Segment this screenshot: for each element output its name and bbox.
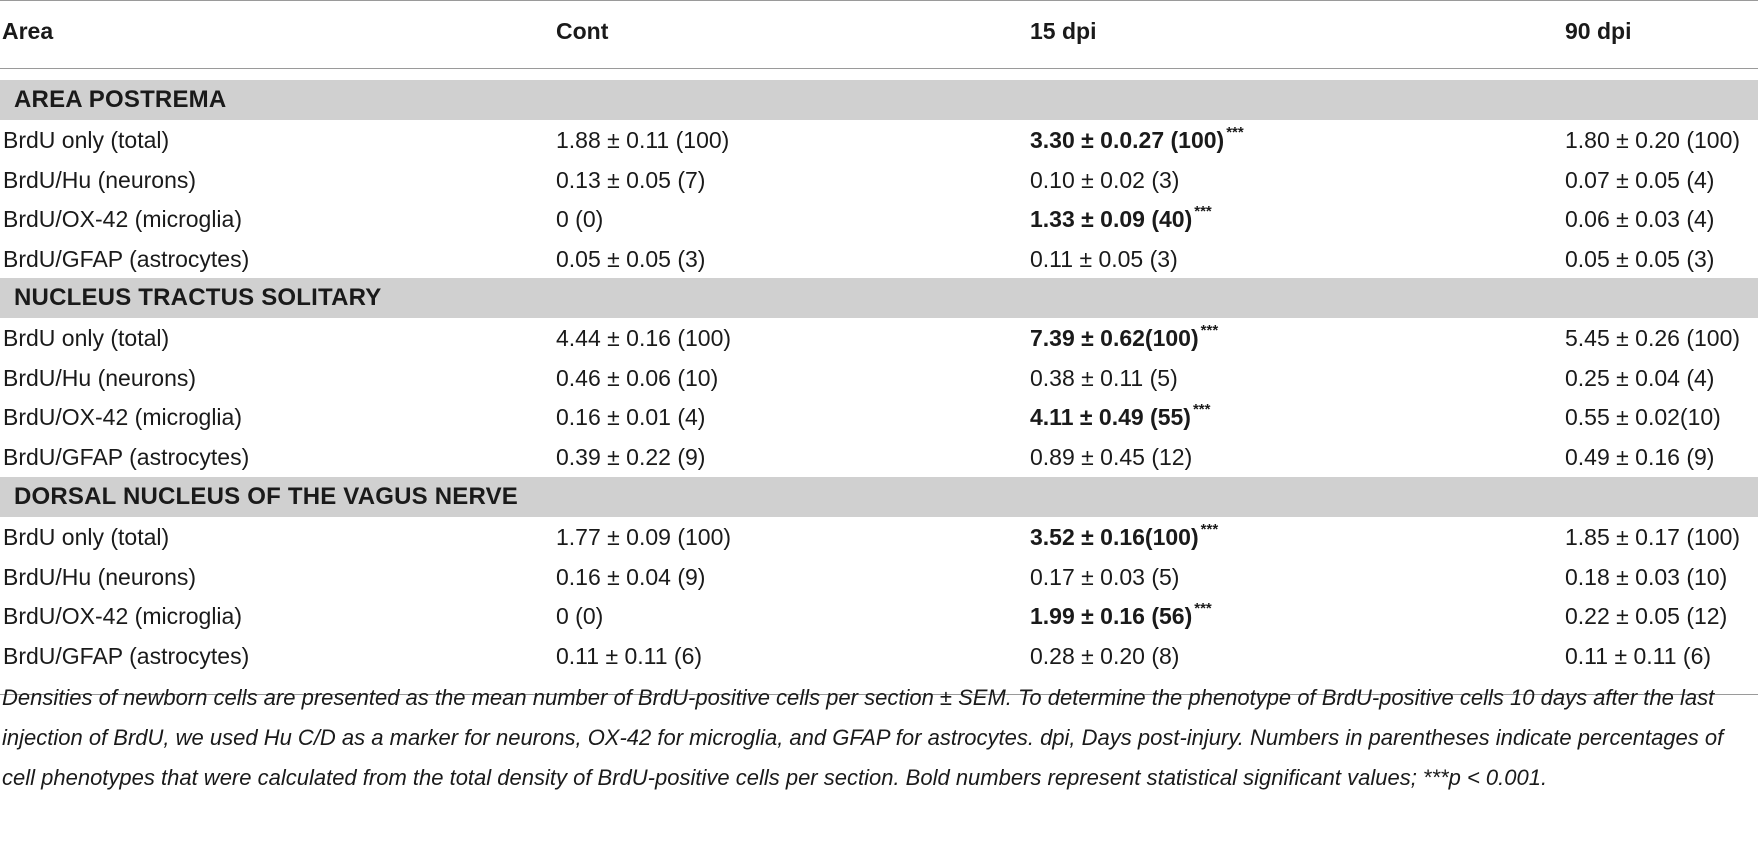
cell-15dpi	[1030, 521, 1219, 551]
row-label: BrdU/OX-42 (microglia)	[3, 603, 242, 630]
table-row	[0, 358, 1758, 398]
table-row	[0, 160, 1758, 200]
cell-cont: 0.13 ± 0.05 (7)	[556, 166, 706, 193]
cell-15dpi-value: 4.11 ± 0.49 (55)	[1030, 404, 1191, 431]
table-row	[0, 437, 1758, 477]
cell-cont: 4.44 ± 0.16 (100)	[556, 325, 732, 351]
cell-cont: 0.16 ± 0.04 (9)	[556, 563, 706, 590]
cell-15dpi-value: 3.30 ± 0.0.27 (100)	[1030, 127, 1225, 153]
cell-15dpi-value: 0.28 ± 0.20 (8)	[1030, 642, 1180, 669]
section-header	[0, 80, 1758, 120]
cell-cont: 0.46 ± 0.06 (10)	[556, 364, 719, 391]
row-label: BrdU only (total)	[3, 524, 170, 550]
cell-15dpi-value: 1.33 ± 0.09 (40)	[1030, 206, 1193, 233]
cell-15dpi	[1030, 167, 1179, 194]
table-row	[0, 557, 1758, 597]
cell-90dpi: 0.25 ± 0.04 (4)	[1565, 364, 1715, 391]
section-header	[0, 477, 1758, 517]
top-rule	[0, 0, 1758, 1]
cell-90dpi: 0.05 ± 0.05 (3)	[1565, 245, 1715, 272]
section-header	[0, 278, 1758, 318]
cell-15dpi	[1030, 564, 1179, 591]
header-rule	[0, 68, 1758, 69]
header-90dpi: 90 dpi	[1565, 18, 1632, 44]
cell-15dpi-value: 0.38 ± 0.11 (5)	[1030, 364, 1178, 391]
cell-15dpi	[1030, 444, 1192, 471]
table-row	[0, 517, 1758, 557]
cell-15dpi-value: 0.17 ± 0.03 (5)	[1030, 563, 1180, 590]
significance-marker: ***	[1200, 322, 1219, 339]
row-label: BrdU/Hu (neurons)	[3, 364, 197, 391]
row-label: BrdU/GFAP (astrocytes)	[3, 443, 250, 470]
cell-15dpi	[1030, 322, 1219, 352]
cell-cont: 0.16 ± 0.01 (4)	[556, 404, 706, 431]
cell-90dpi: 1.80 ± 0.20 (100)	[1565, 127, 1741, 153]
cell-90dpi: 0.55 ± 0.02(10)	[1565, 404, 1721, 431]
cell-90dpi: 0.11 ± 0.11 (6)	[1565, 642, 1712, 669]
row-label: BrdU/Hu (neurons)	[3, 563, 197, 590]
row-label: BrdU only (total)	[3, 127, 170, 153]
cell-cont: 0.39 ± 0.22 (9)	[556, 443, 706, 470]
table-footnote: Densities of newborn cells are presented as the mean number of BrdU-positive cells per section ± SEM. To determine the phenotype of BrdU-positive cells 10 days after the last injection of BrdU, we used Hu C/D as a marker for neurons, OX-42 for microglia, and GFAP for astrocytes. dpi, Days post-injury. Numbers in parentheses indicate percentages of cell phenotypes that were calculated from the total density of BrdU-positive cells per section. Bold numbers represent statistical significant values; ***p < 0.001.	[2, 685, 1724, 790]
row-label: BrdU/Hu (neurons)	[3, 166, 197, 193]
table-row	[0, 199, 1758, 239]
cell-15dpi	[1030, 643, 1179, 670]
cell-15dpi-value: 1.99 ± 0.16 (56)	[1030, 603, 1193, 630]
table-row	[0, 397, 1758, 437]
cell-90dpi: 0.49 ± 0.16 (9)	[1565, 443, 1715, 470]
row-label: BrdU/OX-42 (microglia)	[3, 206, 242, 233]
significance-marker: ***	[1194, 203, 1212, 221]
table-row	[0, 636, 1758, 676]
cell-15dpi	[1030, 203, 1212, 233]
cell-cont: 0 (0)	[556, 603, 604, 630]
cell-15dpi	[1030, 365, 1178, 392]
cell-15dpi-value: 3.52 ± 0.16(100)	[1030, 524, 1199, 550]
table-row	[0, 120, 1758, 160]
cell-cont: 0.11 ± 0.11 (6)	[556, 642, 703, 669]
table-header-row	[0, 12, 1758, 54]
cell-15dpi-value: 0.89 ± 0.45 (12)	[1030, 443, 1193, 470]
cell-15dpi	[1030, 124, 1244, 154]
cell-15dpi-value: 7.39 ± 0.62(100)	[1030, 325, 1199, 351]
cell-cont: 0 (0)	[556, 206, 604, 233]
row-label: BrdU only (total)	[3, 325, 170, 351]
section-title: NUCLEUS TRACTUS SOLITARY	[14, 284, 382, 311]
cell-15dpi	[1030, 246, 1178, 273]
significance-marker: ***	[1200, 521, 1219, 538]
header-area: Area	[2, 18, 54, 44]
table-row	[0, 239, 1758, 279]
cell-15dpi	[1030, 401, 1211, 431]
header-15dpi: 15 dpi	[1030, 18, 1097, 44]
cell-90dpi: 0.18 ± 0.03 (10)	[1565, 563, 1728, 590]
cell-cont: 1.88 ± 0.11 (100)	[556, 127, 730, 153]
cell-15dpi	[1030, 600, 1212, 630]
cell-cont: 1.77 ± 0.09 (100)	[556, 524, 732, 550]
significance-marker: ***	[1192, 401, 1211, 419]
cell-15dpi-value: 0.11 ± 0.05 (3)	[1030, 245, 1178, 272]
significance-marker: ***	[1226, 124, 1244, 141]
section-title: AREA POSTREMA	[14, 86, 227, 113]
cell-90dpi: 0.07 ± 0.05 (4)	[1565, 166, 1715, 193]
cell-90dpi: 0.22 ± 0.05 (12)	[1565, 603, 1728, 630]
significance-marker: ***	[1194, 600, 1212, 618]
cell-90dpi: 1.85 ± 0.17 (100)	[1565, 524, 1741, 550]
row-label: BrdU/OX-42 (microglia)	[3, 404, 242, 431]
table-row	[0, 596, 1758, 636]
row-label: BrdU/GFAP (astrocytes)	[3, 245, 250, 272]
row-label: BrdU/GFAP (astrocytes)	[3, 642, 250, 669]
cell-90dpi: 5.45 ± 0.26 (100)	[1565, 325, 1741, 351]
section-title: DORSAL NUCLEUS OF THE VAGUS NERVE	[14, 483, 518, 510]
header-cont: Cont	[556, 18, 609, 44]
table-row	[0, 318, 1758, 358]
cell-15dpi-value: 0.10 ± 0.02 (3)	[1030, 166, 1180, 193]
cell-cont: 0.05 ± 0.05 (3)	[556, 245, 706, 272]
cell-90dpi: 0.06 ± 0.03 (4)	[1565, 206, 1715, 233]
